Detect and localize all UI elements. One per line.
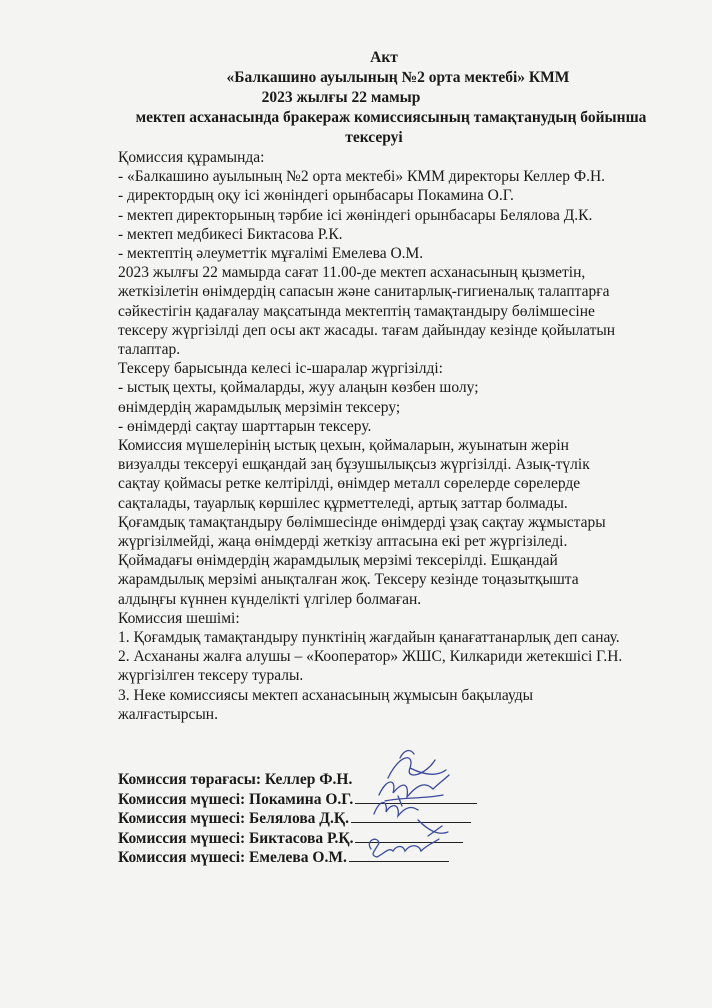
body-line: 2. Асхананы жалға алушы – «Кооператор» ЖШС, Килкариди жетекшісі Г.Н. [118,648,623,666]
body-line: Қоймадағы өнімдердің жарамдылық мерзімі тексерілді. Ешқандай [118,552,558,570]
body-line: сақталады, тауарлық көршілес құрметтеледі, артық заттар болмады. [118,494,568,512]
doc-subject-line1: мектеп асханасында бракераж комиссиясының тамақтанудың бойынша [135,109,647,126]
doc-subject-line2: тексеруі [345,129,403,146]
body-line: визуалды тексеруі ешқандай заң бұзушылықсыз жүргізілді. Азық-түлік [118,456,590,474]
body-line: 1. Қоғамдық тамақтандыру пунктінің жағдайын қанағаттанарлық деп санау. [118,629,620,647]
body-line: 3. Неке комиссиясы мектеп асханасының жұмысын бақылауды [118,686,534,704]
signature-block [118,770,618,866]
signature-label: Комиссия мүшесі: Биктасова Р.Қ. [118,829,354,847]
body-line: 2023 жылғы 22 мамырда сағат 11.00-де мектеп асханасының қызметін, [118,264,586,282]
body-line: Комиссия шешімі: [118,609,240,627]
body-line: - мектептің әлеуметтік мұғалімі Емелева О.М. [118,245,424,263]
body-line: - «Балкашино ауылының №2 орта мектебі» КММ директоры Келлер Ф.Н. [118,168,606,186]
signature-row [118,808,618,827]
body-line: - директордың оқу ісі жөніндегі орынбасары Покамина О.Г. [118,187,514,205]
school-name: «Балкашино ауылының №2 орта мектебі» КММ [226,69,570,86]
handwritten-signature [363,831,443,865]
body-line: сәйкестігін қадағалау мақсатында мектептің тамақтандыру бөлімшесіне [118,302,595,320]
body-line: - ыстық цехты, қоймаларды, жуу алаңын көзбен шолу; [118,379,479,397]
body-line: - өнімдерді сақтау шарттарын тексеру. [118,417,372,435]
body-line: өнімдердің жарамдылық мерзімін тексеру; [118,398,401,416]
body-line: талаптар. [118,341,181,359]
body-line: Тексеру барысында келесі іс-шаралар жүргізілді: [118,360,443,378]
body-line: - мектеп директорының тәрбие ісі жөніндегі орынбасары Белялова Д.К. [118,206,593,224]
body-line: алдыңғы күннен күнделікті үлгілер болмаған. [118,590,422,608]
body-line: Комиссия мүшелерінің ыстық цехын, қоймаларын, жуынатын жерін [118,437,569,455]
body-line: жүргізілген тексеру туралы. [118,667,304,685]
signature-row [118,770,618,789]
body-line: - мектеп медбикесі Биктасова Р.К. [118,225,343,243]
signature-label: Комиссия мүшесі: Покамина О.Г. [118,791,354,809]
body-line: тексеру жүргізілді деп осы акт жасады. тағам дайындау кезінде қойылатын [118,321,616,339]
signature-label: Комиссия мүшесі: Емелева О.М. [118,848,347,866]
body-line: жалғастырсын. [118,705,218,723]
signature-row [118,847,618,866]
body-line: жүргізілмейді, жаңа өнімдерді жеткізу аптасына екі рет жүргізіледі. [118,533,568,551]
signature-label: Комиссия төрағасы: Келлер Ф.Н. [118,771,353,788]
body-line: Қомиссия құрамында: [118,149,265,166]
body-line: жарамдылық мерзімі анықталған жоқ. Тексеру кезінде тоңазытқышта [118,571,579,589]
doc-date: 2023 жылғы 22 мамыр [261,89,421,106]
body-line: жеткізілетін өнімдердің сапасын және санитарлық-гигиеналық талаптарға [118,283,610,301]
doc-title: Акт [370,49,398,66]
signature-label: Комиссия мүшесі: Белялова Д.Қ. [118,810,349,828]
body-line: сақтау қоймасы ретке келтірілді, өнімдер металл сөрелерде сөрелерде [118,475,581,493]
document-body [118,148,673,724]
body-line: Қоғамдық тамақтандыру бөлімшесінде өнімдерді ұзақ сақтау жұмыстары [118,513,606,531]
